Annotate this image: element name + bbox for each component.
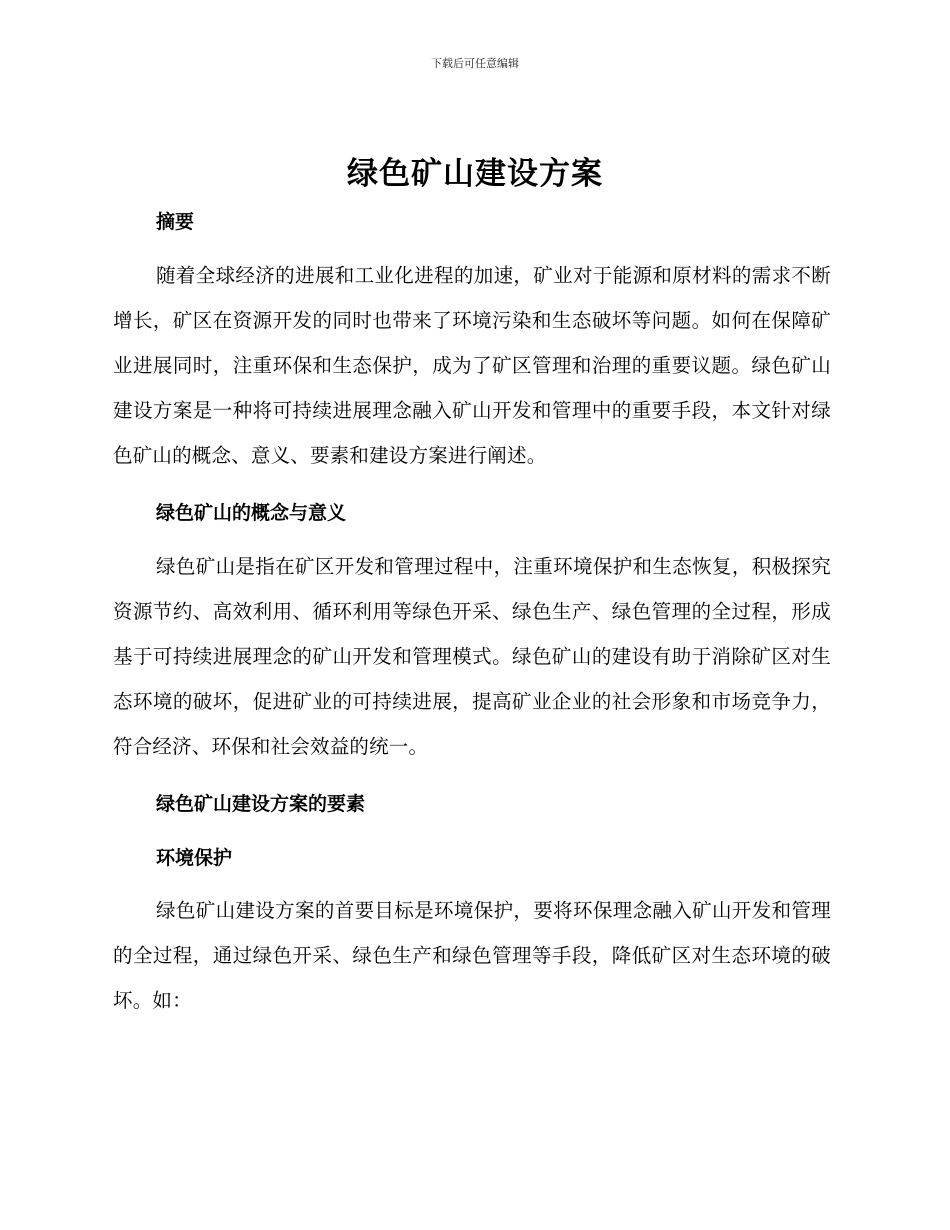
section-heading-concept: 绿色矿山的概念与意义 bbox=[156, 502, 347, 524]
summary-paragraph: 随着全球经济的进展和工业化进程的加速，矿业对于能源和原材料的需求不断增长，矿区在资源开发的同时也带来了环境污染和生态破坏等问题。如何在保障矿业进展同时，注重环保和生态保护，成为了矿区管理和治理的重要议题。绿色矿山建设方案是一种将可持续进展理念融入矿山开发和管理中的重要手段，本文针对绿色矿山的概念、意义、要素和建设方案进行阐述。 bbox=[113, 264, 831, 467]
concept-paragraph: 绿色矿山是指在矿区开发和管理过程中，注重环境保护和生态恢复，积极探究资源节约、高效利用、循环利用等绿色开采、绿色生产、绿色管理的全过程，形成基于可持续进展理念的矿山开发和管理模式。绿色矿山的建设有助于消除矿区对生态环境的破坏，促进矿业的可持续进展，提高矿业企业的社会形象和市场竞争力，符合经济、环保和社会效益的统一。 bbox=[113, 555, 831, 758]
header-note: 下载后可任意编辑 bbox=[431, 57, 519, 70]
section-heading-elements: 绿色矿山建设方案的要素 bbox=[156, 793, 366, 815]
document-body bbox=[113, 202, 831, 1023]
environment-paragraph: 绿色矿山建设方案的首要目标是环境保护，要将环保理念融入矿山开发和管理的全过程，通过绿色开采、绿色生产和绿色管理等手段，降低矿区对生态环境的破坏。如： bbox=[113, 899, 831, 1012]
section-heading-summary: 摘要 bbox=[156, 211, 195, 233]
subsection-heading-environment: 环境保护 bbox=[156, 847, 233, 869]
document-title: 绿色矿山建设方案 bbox=[347, 156, 603, 192]
